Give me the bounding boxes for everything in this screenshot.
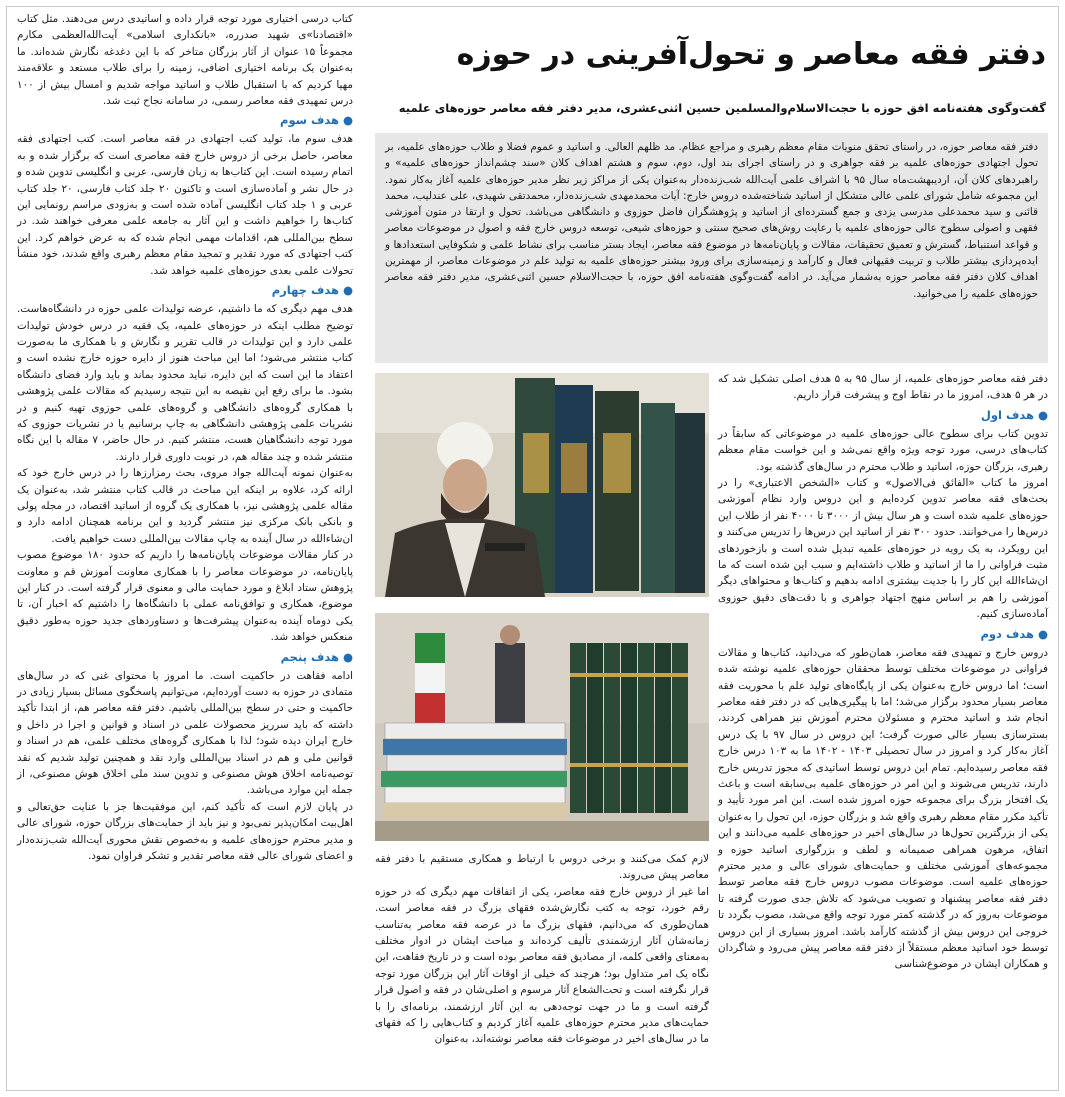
paragraph: اما غیر از دروس خارج فقه معاصر، یکی از اتفاقات مهم دیگری که در حوزه رقم خورد، توجه به کتب نگارش‌شده فقهای بزرگ در فقه معاصر است. همان‌طوری که می‌دانیم، فقهای بزرگ ما در عرصه فقه معاصر به‌تناسب زمانه‌شان آثار ارزشمندی تألیف کرده‌اند و مباحث ایشان در ادوار مختلف به‌معنای واقعی کلمه، از مصادیق فقه معاصر بوده است و در تاریخ فقاهت، این نگاه یک امر متداول بود؛ هرچند که خیلی از اوقات آثار این بزرگان مورد توجه قرار نگرفته است و تحت‌الشعاع آثار مرسوم و اصلی‌شان در فقه و اصول قرار گرفته است و ما در جهت توجه‌دهی به این آثار ارزشمند، برنامه‌ای را با حمایت‌های مدیر محترم حوزه‌های علمیه آغاز کردیم و کتاب‌هایی را که فقهای ما در سال‌های اخیر در موضوعات فقه معاصر نوشته‌اند، به‌عنوان	[375, 885, 709, 1046]
paragraph: هدف مهم دیگری که ما داشتیم، عرضه تولیدات علمی حوزه در دانشگاه‌هاست. توضیح مطلب اینکه در حوزه‌های علمیه، یک فقیه در درس خودش تولیدات علمی دارد و این تولیدات در قالب تقریر و نگارش و با همکاری ما به‌صورت کتاب منتشر می‌شود؛ اما این مباحث هنوز از دایره حوزه خارج نشده است و اعتقاد ما این است که این دایره، نباید محدود بماند و باید وارد فضای دانشگاه بشود. ما برای رفع این نقیصه به این نتیجه رسیدیم که مقالات علمی پژوهشی با همکاری گروه‌های دانشگاهی و گروه‌های علمی حوزوی تهیه کنیم و در نشریات علمی پژوهشی دانشگاهی به چاپ برسانیم یا در نشریات حوزوی که مورد توجه دانشگاهیان هست، منتشر کنیم. در حال حاضر، ۷ مقاله با این نگاه منتشر شده و چند مقاله هم، در نوبت داوری قرار دارند.	[17, 303, 353, 463]
article-subtitle: گفت‌وگوی هفته‌نامه افق حوزه با حجت‌الاسلام‌والمسلمین حسین اثنی‌عشری، مدیر دفتر فقه معاصر حوزه‌های علمیه	[398, 101, 1046, 115]
middle-column	[375, 851, 709, 1048]
paragraph: دروس خارج و تمهیدی فقه معاصر، همان‌طور که می‌دانید، کتاب‌ها و مقالات فراوانی در موضوعات مختلف توسط محققان حوزه‌های علمیه نوشته شده است؛ اما دروس خارج به‌عنوان یکی از پایگاه‌های تولید علم با محوریت فقه معاصر بسیار محدود برگزار می‌شد؛ اما با پیگیری‌هایی که در دفتر فقه معاصر انجام شد و اساتید محترم و مسئولان محترم آموزش نیز همراهی کردند، بسترسازی بسیار عالی صورت گرفت؛ این دروس در سال ۹۷ با یک درس آغاز به‌کار کرد و امروز در سال تحصیلی ۱۴۰۳ - ۱۴۰۲ ما به ۱۰۳ درس خارج فقه معاصر رسیده‌ایم. تمام این دروس توسط اساتیدی که مجوز تدریس خارج دارند، تدریس می‌شوند و این امر در حوزه‌های علمیه بی‌سابقه است و باعث یک افتخار بزرگ برای مجموعه حوزه امروز شده است. این امر مورد تأیید و تأکید مکرر مقام معظم رهبری واقع شد و بزرگان حوزه، این تحول را به‌عنوان یکی از بزرگترین تحول‌ها در سال‌های اخیر در حوزه‌های علمیه می‌دانند و این اتفاق، مرهون همراهی صمیمانه و لطف و بزرگواری اساتید حوزه و مجموعه‌های آموزشی مختلف و حمایت‌های شورای عالی و مدیر محترم حوزه‌های علمیه است. موضوعات مصوب دروس خارج فقه معاصر توسط دفتر فقه معاصر پیشنهاد و تصویب می‌شود که تلاش جدی صورت گرفته تا موضوعات به‌روز که در گذشته کمتر مورد توجه واقع می‌شد، مصوب بگردد تا خروجی این دروس بیش از گذشته کارآمد باشد. امروز بسیاری از این دروس توسط خود اساتید معظم مستقلاً از دفتر فقه معاصر پیش می‌رود و شاگردان و همکاران ایشان در موضوع‌شناسی	[718, 646, 1049, 971]
books-photo-illustration	[375, 613, 709, 841]
paragraph: به‌عنوان نمونه آیت‌الله جواد مروی، بحث رمزارزها را در درس خارج خود که ارائه کرد، علاوه بر اینکه این مباحث در قالب کتاب منتشر شد، به‌عنوان یک مقاله علمی پژوهشی نیز، با همکاری یک گروه از اساتید اقتصاد، در مجله پولی و بانکی بانک مرکزی نیز منتشر گردید و این برنامه همچنان ادامه دارد و ان‌شاءالله در سال آینده به چاپ مقالات بین‌المللی دست خواهیم یافت.	[17, 467, 353, 545]
article-title: دفتر فقه معاصر و تحول‌آفرینی در حوزه	[456, 37, 1046, 72]
paragraph: ادامه فقاهت در حاکمیت است. ما امروز با محتوای غنی که در سال‌های متمادی در حوزه به دست آورده‌ایم، می‌توانیم پاسخگوی مسائل بسیار زیادی در حاکمیت و حتی در سطح بین‌المللی باشیم. دفتر فقه معاصر هم، از ابتدا تأکید داشته که باید سرریز محصولات علمی در اسناد و قوانین و اجرا در داخل و خارج ایران دیده شود؛ لذا با همکاری گروه‌های مختلف علمی، هم در اسناد و قوانین ملی و هم در اسناد بین‌المللی وارد نقد و همچنین تولید شدیم که نقد توصیه‌نامه اخلاق هوش مصنوعی و تدوین سند ملی اخلاق هوش مصنوعی، از جمله این موارد می‌باشد.	[17, 669, 353, 797]
paragraph: کتاب درسی اختیاری مورد توجه قرار داده و اساتیدی درس می‌دهند. مثل کتاب «اقتصادنا»ی شهید صدرره، «بانکداری اسلامی» آیت‌الله‌العظمی مکارم مجموعاً ۱۵ عنوان از آثار بزرگان متاخر که با این دغدغه نگارش شده‌اند. ما به‌عنوان یک برنامه اختیاری اضافی، زمینه را برای طلاب مستعد و علاقه‌مند مهیا کردیم که با استقبال طلاب و اساتید مواجه شدیم و امسال بیش از ۱۰۰ درس تمهیدی فقه معاصر رسمی، در سامانه نجاح ثبت شد.	[17, 13, 353, 108]
paragraph: لازم کمک می‌کنند و برخی دروس با ارتباط و همکاری مستقیم با دفتر فقه معاصر پیش می‌روند.	[375, 853, 709, 882]
paragraph: هدف سوم ما، تولید کتب اجتهادی در فقه معاصر است. کتب اجتهادی فقه معاصر، حاصل برخی از دروس خارج فقه معاصری است که برگزار شده و به اتمام رسیده است. این کتاب‌ها به زبان فارسی، عربی و انگلیسی تدوین شده و در حال نشر و آماده‌سازی است و تاکنون ۲۰ جلد کتاب فارسی، ۲۰ جلد کتاب عربی و ۱ جلد کتاب انگلیسی آماده شده است و به‌زودی مراسم رونمایی این کتاب‌ها را خواهیم داشت و این آثار به جامعه علمی معرفی خواهند شد. در سطح بین‌المللی هم، اقدامات مهمی انجام شده که به عرض خواهم کرد. این کتب اجتهادی که مورد تقدیر و تمجید مقام معظم رهبری واقع شدند، خود منشأ تحولات علمی بعدی حوزه‌های علمیه خواهد شد.	[17, 133, 354, 277]
section-heading: ● هدف اول	[980, 407, 1048, 422]
paragraph: در پایان لازم است که تأکید کنم، این موفقیت‌ها جز با عنایت حق‌تعالی و اهل‌بیت امکان‌پذیر نمی‌بود و نیز باید از حمایت‌های بزرگان حوزه، شورای عالی و مدیر محترم حوزه‌های علمیه و به‌خصوص نقش محوری آیت‌الله شب‌زنده‌دار و اعضای شورای عالی فقه معاصر تقدیر و تشکر فراوان نمود.	[17, 800, 353, 863]
section-heading: ● هدف دوم	[980, 626, 1048, 641]
section-heading: ● هدف چهارم	[271, 283, 353, 298]
section-heading: ● هدف پنجم	[280, 649, 353, 664]
speaker-photo	[375, 373, 709, 597]
paragraph: در کنار مقالات موضوعات پایان‌نامه‌ها را داریم که حدود ۱۸۰ موضوع مصوب پایان‌نامه، در موضوعات معاصر را با همکاری معاونت آموزش قم و معاونت پژوهش ستاد ابلاغ و مورد حمایت مالی و معنوی قرار گرفته است. در کنار این موضوع، همکاری و توافق‌نامه عملی با دانشگاه‌ها را داشتیم که اخبار آن، تا یکی دوماه آینده به‌عنوان پیشرفت‌ها و دستاوردهای جدید حوزه به‌طور دقیق منعکس خواهد شد.	[17, 549, 354, 644]
books-photo	[375, 613, 709, 841]
right-column	[718, 371, 1048, 973]
speaker-photo-illustration	[375, 373, 709, 597]
section-heading: ● هدف سوم	[280, 113, 353, 128]
paragraph: تدوین کتاب برای سطوح عالی حوزه‌های علمیه در موضوعاتی که سابقاً در کتاب‌های درسی، مورد توجه ویژه واقع نمی‌شد و این خواست مقام معظم رهبری، بزرگان حوزه، اساتید و طلاب محترم در سال‌های گذشته بود.	[718, 427, 1048, 473]
newspaper-page	[6, 6, 1059, 1091]
article-intro-box	[375, 133, 1048, 363]
paragraph: دفتر فقه معاصر حوزه‌های علمیه، از سال ۹۵ به ۵ هدف اصلی تشکیل شد که در هر ۵ هدف، امروز ما در نقاط اوج و پیشرفت قرار داریم.	[718, 373, 1048, 402]
left-column	[17, 11, 353, 865]
paragraph: امروز ما کتاب «الفائق فی‌الاصول» و کتاب «الشخص الاعتباری» را در بحث‌های فقه معاصر تدوین کرده‌ایم و این دروس وارد نظام آموزشی حوزه‌های علمیه شده است و هر سال بیش از ۳۰۰۰ تا ۴۰۰۰ نفر از طلاب این درس‌ها را می‌خوانند. حدود ۳۰۰ نفر از اساتید این درس‌ها را تدریس می‌کنند و این رویکرد، به یک رویه در حوزه‌های علمیه تبدیل شده است و بازخوردهای مثبت فراوانی را ما از اساتید و طلاب داشته‌ایم و سبب این شده است که ما ان‌شاءالله این کار را با جدیت بیشتری ادامه بدهیم و کتاب‌ها و محتواهای دیگر آموزشی را هم بر اساس منهج اجتهاد جواهری و با دقت‌های دقیق حوزوی آماده‌سازی کنیم.	[718, 477, 1048, 621]
article-intro: دفتر فقه معاصر حوزه، در راستای تحقق منویات مقام معظم رهبری و مراجع عظام. مد ظلهم العالی. و اساتید و عموم فضلا و طلاب حوزه‌های علمیه، بر تحول اجتهادی حوزه‌های علمیه بر فقه جواهری و در راستای اجرای بند اول، دوم، سوم و هشتم اهداف کلان «سند چشم‌انداز حوزه‌های علمیه» و راهبردهای کلان آن، اردیبهشت‌ماه سال ۹۵ با اشراف علمی آیت‌الله شب‌زنده‌دار به‌عنوان یکی از مراکز زیر نظر مدیر حوزه‌های علمیه آغاز به‌کار نمود. این مجموعه شامل شورای علمی عالی متشکل از اساتید شناخته‌شده دروس خارج: آیات محمدمهدی شب‌زنده‌دار، محمدتقی شهیدی، علی عندلیب، محمد قائنی و سید محمدعلی مدرسی یزدی و جمع گسترده‌ای از اساتید و پژوهشگران فاضل حوزوی و دانشگاهی می‌باشد. تحول و ارتقا در متون آموزشی فقهی و اصولی سطوح عالی حوزه‌های علمیه با رعایت روش‌های صحیح سنتی و حوزه‌های شیعی، توسعه دروس خارج فقه و اصول در موضوعات معاصر و قواعد استنباط، گسترش و تعمیق تحقیقات، مقالات و پایان‌نامه‌ها در موضوع فقه معاصر، ایجاد بستر مناسب برای نشاط علمی و شکوفایی استعدادها و ایده‌پردازی بیشتر طلاب و تربیت فقیهانی فعال و کارآمد و زمینه‌سازی برای ورود بیشتر حوزه‌های علمیه به تولید علم در موضوعات معاصر، از مهمترین اهداف کلان دفتر فقه معاصر حوزه به‌شمار می‌آید. در ادامه گفت‌وگوی هفته‌نامه افق حوزه، با حجت‌الاسلام حسین اثنی‌عشری، مدیر دفتر فقه معاصر حوزه‌های علمیه را می‌خوانید.	[385, 141, 1038, 300]
